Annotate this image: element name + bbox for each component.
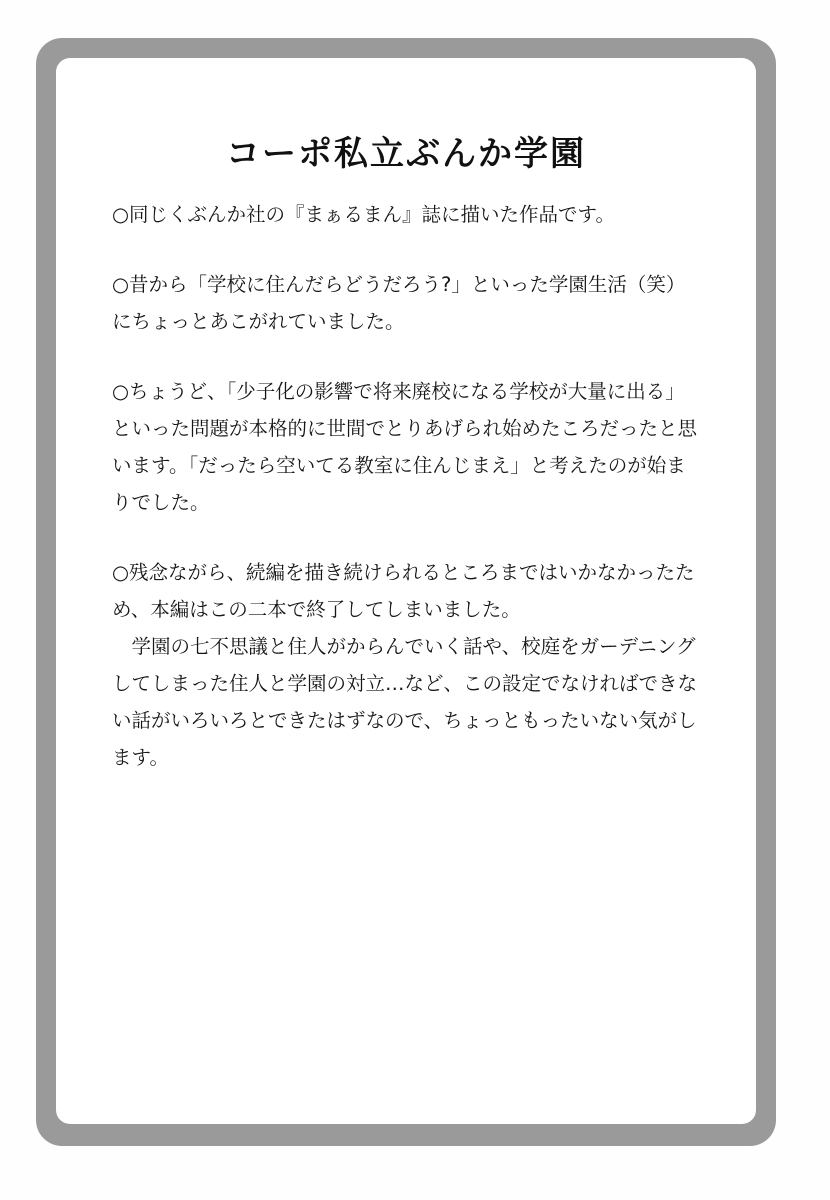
paragraph-1: ○同じくぶんか社の『まぁるまん』誌に描いた作品です。 (112, 203, 615, 226)
paragraph-3: ○ちょうど、「少子化の影響で将来廃校になる学校が大量に出る」といった問題が本格的に世間でとりあげられ始めたころだったと思います。「だったら空いてる教室に住んじまえ」と考えたのが始まりでした。 (112, 380, 698, 514)
bordered-frame (36, 38, 776, 1146)
page-title: コーポ私立ぶんか学園 (226, 134, 586, 174)
paragraph-5: 学園の七不思議と住人がからんでいく話や、校庭をガーデニングしてしまった住人と学園の対立…など、この設定でなければできない話がいろいろとできたはずなので、ちょっともったいない気がします。 (112, 635, 698, 769)
paragraph-4: ○残念ながら、続編を描き続けられるところまではいかなかったため、本編はこの二本で終了してしまいました。 (112, 561, 695, 621)
afterword-body (112, 196, 702, 776)
content-panel (56, 58, 756, 1124)
paragraph-2: ○昔から「学校に住んだらどうだろう?」といった学園生活（笑）にちょっとあこがれていました。 (112, 273, 686, 333)
